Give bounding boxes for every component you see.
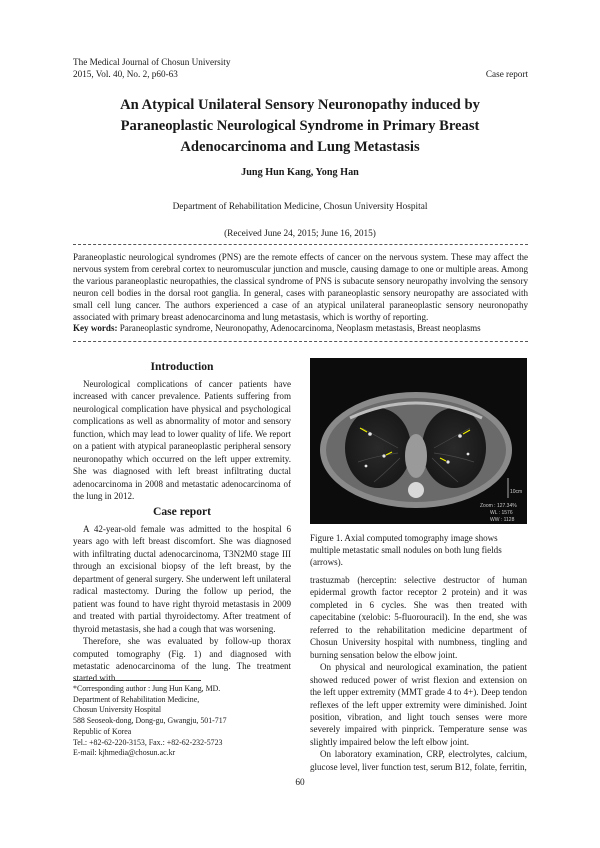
case-paragraph-1: A 42-year-old female was admitted to the hospital 6 years ago with left breast discomfort. She was diagnosed with infiltrating ductal adenocarcinoma, T3N2M0 stage III through an excisional biopsy of the left breast, by the department of general surgery. She underwent left unilateral radical mastectomy. During the follow up period, the patient was found to have right thyroid metastasis in 2009 and treated with partial thyroidectomy. After treatment of thyroid metastasis, she had a cough that was worsening. xyxy=(73,524,291,634)
article-type-label: Case report xyxy=(485,69,528,79)
journal-name: The Medical Journal of Chosun University xyxy=(73,57,231,67)
laboratory-paragraph: On laboratory examination, CRP, electrolytes, calcium, glucose level, liver function test, serum B12, folate, ferritin, xyxy=(310,749,527,772)
footnote-line: Department of Rehabilitation Medicine, xyxy=(73,694,200,704)
received-dates: (Received June 24, 2015; June 16, 2015) xyxy=(224,229,376,239)
abstract: Paraneoplastic neurological syndromes (PNS) are the remote effects of cancer on the nervous system. These may affect the nervous system from cerebral cortex to neuromuscular junction and muscle, causing damage to one or multiple areas. Among the various paraneoplastic neuropathies, the classical syndrome of PNS is subacute sensory neuropathy involving the sensory neuron cell bodies in the dorsal root ganglia. In general, cases with paraneoplastic sensory neuropathy are associated with small cell lung cancer. The authors experienced a case of an atypical unilateral paraneoplastic sensory neuronopathy associated with primary breast adenocarcinoma and lung metastasis, which is worthy of reporting. xyxy=(73,252,528,323)
vertebra xyxy=(408,482,424,498)
ww-readout: WW : 1128 xyxy=(490,517,515,523)
journal-header xyxy=(73,56,230,80)
keywords-label: Key words: xyxy=(73,323,118,333)
footnote-line: *Corresponding author : Jung Hun Kang, MD. xyxy=(73,684,221,693)
examination-paragraph: On physical and neurological examination, the patient showed reduced power of wrist flexion and extension on the left upper extremity (MMT grade 4 to 4+). Deep tendon reflexes of the left upper extremity were diminished. Joint position, vibration, and light touch senses were more severely impaired with pinprick. Temperature sense was slightly impaired below the left elbow joint. xyxy=(310,662,527,747)
case-paragraph-2: Therefore, she was evaluated by follow-up thorax computed tomography (Fig. 1) and diagnosed with metastatic adenocarcinoma of the lung. The treatment started with xyxy=(73,636,291,684)
introduction-paragraph: Neurological complications of cancer patients have increased with cancer prevalence. Patients suffering from neurological complication have physical and psychological complications as well as abnormality of motor and sensory function, which may lead to lower quality of life. We report on a patient with atypical paraneoplastic peripheral sensory neuronopathy which occurred on the left upper extremity. She was diagnosed with left breast infiltrating ductal adenocarcinoma in 2008 and metastatic adenocarcinoma of the lung in 2012. xyxy=(73,379,291,502)
introduction-text xyxy=(73,378,291,503)
footnote-rule xyxy=(73,680,201,681)
ct-scan-image xyxy=(310,358,527,524)
corresponding-author-footnote xyxy=(73,684,291,759)
footnote-line: Tel.: +82-62-220-3153, Fax.: +82-62-232-5723 xyxy=(73,737,223,747)
scale-label: 10cm xyxy=(510,489,523,495)
case-report-heading: Case report xyxy=(152,505,212,518)
authors: Jung Hun Kang, Yong Han xyxy=(241,167,359,178)
footnote-line: Republic of Korea xyxy=(73,726,132,736)
left-lung xyxy=(422,408,486,488)
zoom-readout: Zoom : 127.34% xyxy=(480,503,517,509)
case-report-text xyxy=(73,523,291,685)
right-column-text xyxy=(310,574,527,773)
figure-caption: Figure 1. Axial computed tomography image shows multiple metastatic small nodules on both lung fields (arrows). xyxy=(310,533,502,568)
title-line-2: Paraneoplastic Neurological Syndrome in Primary Breast xyxy=(120,118,480,134)
title-line-3: Adenocarcinoma and Lung Metastasis xyxy=(180,139,420,155)
abstract-top-divider xyxy=(73,244,528,245)
page-number: 60 xyxy=(295,778,305,788)
mediastinum xyxy=(405,434,427,478)
affiliation: Department of Rehabilitation Medicine, Chosun University Hospital xyxy=(172,202,428,212)
journal-volume: 2015, Vol. 40, No. 2, p60-63 xyxy=(73,69,178,79)
keywords xyxy=(73,322,528,334)
keywords-text: Paraneoplastic syndrome, Neuronopathy, Adenocarcinoma, Neoplasm metastasis, Breast neoplasms xyxy=(117,323,481,333)
title-line-1: An Atypical Unilateral Sensory Neuronopathy induced by xyxy=(120,97,480,113)
right-lung xyxy=(345,408,411,488)
abstract-bottom-divider xyxy=(73,341,528,342)
footnote-line: 588 Seoseok-dong, Dong-gu, Gwangju, 501-717 xyxy=(73,716,227,726)
ct-scan-figure xyxy=(310,358,527,524)
wl-readout: WL : 1576 xyxy=(490,510,513,516)
article-title xyxy=(70,95,530,158)
treatment-paragraph: trastuzmab (herceptin: selective destructor of human epidermal growth factor receptor 2 protein) and it was completed in 6 cycles. She was then treated with capecitabine (xelobic: 5-fluorouracil). In the end, she was referred to the rehabilitation medicine department of Chosun University hospital with numbness, tingling and burning sensation below the elbow joint. xyxy=(310,575,527,660)
introduction-heading: Introduction xyxy=(150,360,214,373)
footnote-line: Chosun University Hospital xyxy=(73,705,162,715)
footnote-email: E-mail: kjhmedia@chosun.ac.kr xyxy=(73,748,176,758)
